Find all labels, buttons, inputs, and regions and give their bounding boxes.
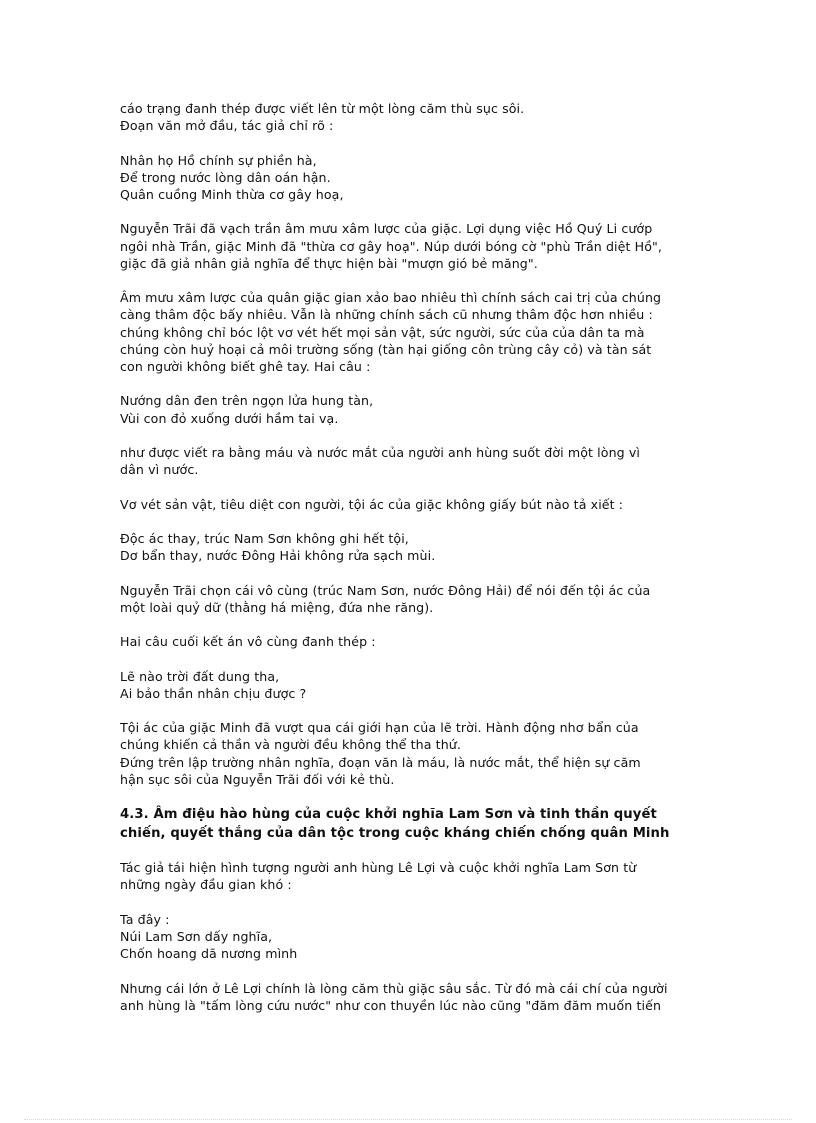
- text-line: Hai câu cuối kết án vô cùng đanh thép :: [120, 634, 376, 650]
- section-heading: [120, 805, 720, 843]
- heading-line: chiến, quyết thắng của dân tộc trong cuộc kháng chiến chống quân Minh: [120, 826, 670, 842]
- verse-quote: [120, 911, 720, 963]
- text-line: Âm mưu xâm lược của quân giặc gian xảo bao nhiêu thì chính sách cai trị của chúng: [120, 290, 662, 306]
- text-line: Nguyễn Trãi chọn cái vô cùng (trúc Nam Sơn, nước Đông Hải) để nói đến tội ác của: [120, 582, 651, 598]
- text-line: con người không biết ghê tay. Hai câu :: [120, 359, 371, 374]
- body-paragraph: [120, 289, 720, 375]
- verse-line: Chốn hoang dã nương mình: [120, 946, 298, 962]
- verse-line: Ta đây :: [120, 911, 170, 927]
- text-line: chúng còn huỷ hoại cả môi trường sống (tàn hại giống côn trùng cây cỏ) và tàn sát: [120, 341, 652, 357]
- verse-quote: [120, 530, 720, 564]
- body-paragraph: [120, 496, 720, 513]
- verse-line: Nhân họ Hồ chính sự phiền hà,: [120, 152, 317, 168]
- text-line: hận sục sôi của Nguyễn Trãi đối với kẻ thù.: [120, 771, 395, 787]
- text-line: một loài quỷ dữ (thằng há miệng, đứa nhe răng).: [120, 599, 434, 615]
- verse-line: Ai bảo thần nhân chịu được ?: [120, 685, 307, 701]
- body-paragraph: [120, 582, 720, 616]
- verse-line: Quân cuồng Minh thừa cơ gây hoạ,: [120, 187, 344, 202]
- verse-quote: [120, 152, 720, 204]
- text-line: cáo trạng đanh thép được viết lên từ một lòng căm thù sục sôi.: [120, 101, 525, 116]
- verse-line: Vùi con đỏ xuống dưới hầm tai vạ.: [120, 410, 339, 426]
- verse-line: Lẽ nào trời đất dung tha,: [120, 668, 280, 684]
- text-line: Tội ác của giặc Minh đã vượt qua cái giới hạn của lẽ trời. Hành động nhơ bẩn của: [120, 720, 639, 736]
- body-paragraph: [120, 980, 720, 1014]
- document-body: [120, 100, 720, 1031]
- text-line: Vơ vét sản vật, tiêu diệt con người, tội ác của giặc không giấy bút nào tả xiết :: [120, 496, 624, 512]
- verse-quote: [120, 392, 720, 426]
- text-line: như được viết ra bằng máu và nước mắt của người anh hùng suốt đời một lòng vì: [120, 444, 641, 460]
- text-line: dân vì nước.: [120, 462, 199, 478]
- text-line: Nhưng cái lớn ở Lê Lợi chính là lòng căm thù giặc sâu sắc. Từ đó mà cái chí của người: [120, 980, 668, 996]
- body-paragraph: [120, 100, 720, 134]
- text-line: Đoạn văn mở đầu, tác giả chỉ rõ :: [120, 118, 334, 134]
- text-line: ngôi nhà Trần, giặc Minh đã "thừa cơ gây hoạ". Núp dưới bóng cờ "phù Trần diệt Hồ",: [120, 238, 663, 254]
- text-line: anh hùng là "tấm lòng cứu nước" như con thuyền lúc nào cũng "đăm đăm muốn tiến: [120, 997, 662, 1013]
- heading-line: 4.3. Âm điệu hào hùng của cuộc khởi nghĩa Lam Sơn và tinh thần quyết: [120, 807, 657, 823]
- text-line: Tác giả tái hiện hình tượng người anh hùng Lê Lợi và cuộc khởi nghĩa Lam Sơn từ: [120, 860, 637, 876]
- verse-line: Độc ác thay, trúc Nam Sơn không ghi hết tội,: [120, 530, 409, 546]
- verse-line: Dơ bẩn thay, nước Đông Hải không rửa sạch mùi.: [120, 548, 436, 564]
- text-line: chúng khiến cả thần và người đều không thể tha thứ.: [120, 737, 461, 753]
- text-line: càng thâm độc bấy nhiêu. Vẫn là những chính sách cũ nhưng thâm độc hơn nhiều :: [120, 307, 653, 323]
- verse-quote: [120, 668, 720, 702]
- text-line: giặc đã giả nhân giả nghĩa để thực hiện bài "mượn gió bẻ măng".: [120, 255, 538, 271]
- verse-line: Núi Lam Sơn dấy nghĩa,: [120, 928, 273, 944]
- body-paragraph: [120, 444, 720, 478]
- body-paragraph: [120, 633, 720, 650]
- verse-line: Nướng dân đen trên ngọn lửa hung tàn,: [120, 393, 374, 409]
- text-line: Đứng trên lập trường nhân nghĩa, đoạn văn là máu, là nước mắt, thể hiện sự căm: [120, 754, 641, 770]
- body-paragraph: [120, 859, 720, 893]
- page-bottom-divider: [24, 1119, 792, 1120]
- body-paragraph: [120, 719, 720, 788]
- verse-line: Để trong nước lòng dân oán hận.: [120, 169, 331, 185]
- text-line: Nguyễn Trãi đã vạch trần âm mưu xâm lược của giặc. Lợi dụng việc Hồ Quý Li cướp: [120, 221, 653, 237]
- text-line: chúng không chỉ bóc lột vơ vét hết mọi sản vật, sức người, sức của của dân ta mà: [120, 324, 645, 340]
- text-line: những ngày đầu gian khó :: [120, 877, 292, 893]
- body-paragraph: [120, 220, 720, 272]
